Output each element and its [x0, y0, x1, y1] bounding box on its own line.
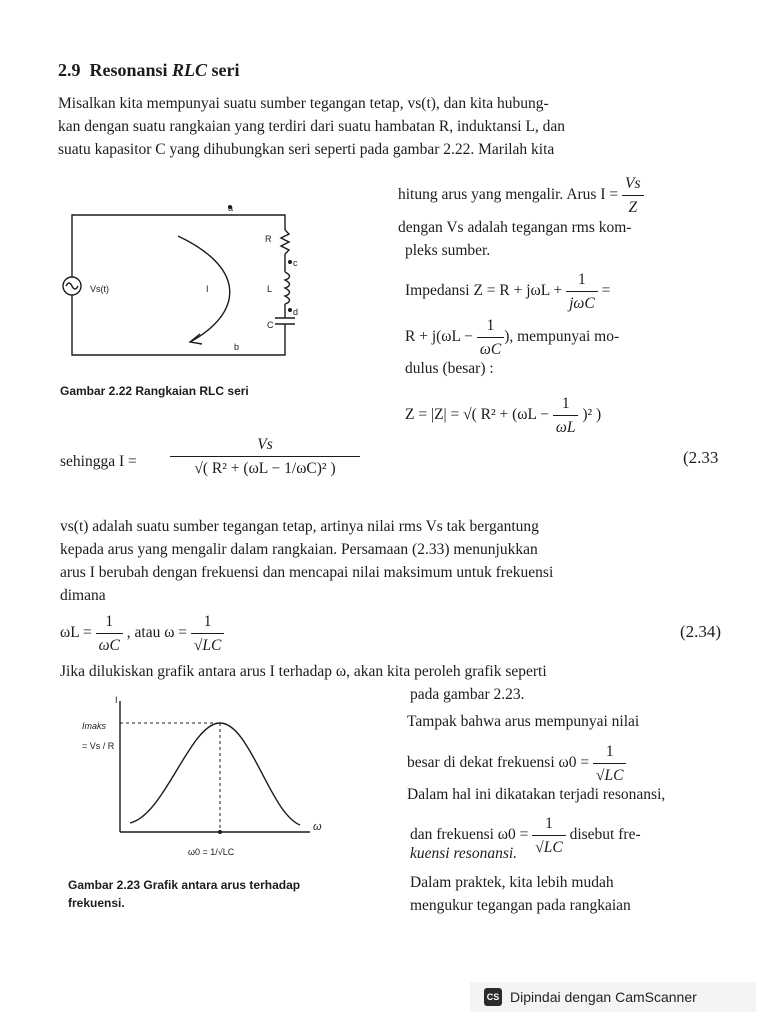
equation-2-33: sehingga I = — [60, 453, 137, 470]
para3-line-4: besar di dekat frekuensi ω0 = $\frac{1}{√LC}$ — [407, 740, 626, 787]
eq234-frac2: $\frac{1}{√LC}$ — [191, 610, 224, 657]
resonance-graph-figure — [70, 695, 330, 870]
dengan-line: dengan Vs adalah tegangan rms kom- — [398, 219, 632, 236]
figure-2-23-caption-1: Gambar 2.23 Grafik antara arus terhadap — [68, 878, 301, 892]
label-L: L — [267, 284, 273, 294]
figure-2-22-caption: Gambar 2.22 Rangkaian RLC seri — [60, 384, 249, 398]
label-R: R — [265, 234, 272, 244]
equation-2-34: ωL = $\frac{1}{\omega C}$ , atau ω = $\frac{1}{√LC}$ — [60, 610, 224, 657]
para3-line-3: Tampak bahwa arus mempunyai nilai — [407, 713, 640, 730]
arus-fraction: $\frac{Vs}{Z}$ — [622, 172, 644, 219]
equation-2-34-number: (2.34) — [680, 622, 722, 641]
eq234-frac1: $\frac{1}{\omega C}$ — [96, 610, 123, 657]
intro-line-3: suatu kapasitor C yang dihubungkan seri seperti pada gambar 2.22. Marilah kita — [58, 141, 555, 158]
source-label: Vs(t) — [90, 284, 109, 294]
para3-line-8: Dalam praktek, kita lebih mudah — [410, 874, 614, 891]
rlc-circuit-figure — [60, 200, 310, 380]
x-axis-label: ω — [313, 821, 322, 833]
para2-line-2: kepada arus yang mengalir dalam rangkaian. Persamaan (2.33) menunjukkan — [60, 541, 538, 558]
resistor-symbol — [281, 230, 289, 254]
impedansi-line: Impedansi Z = R + jωL + $\frac{1}{\text{jωC}}$ = — [405, 268, 610, 315]
figure-2-23-caption-2: frekuensi. — [68, 896, 125, 910]
i-max-label: Imaks — [82, 721, 107, 731]
para3-line-9: mengukur tegangan pada rangkaian — [410, 897, 631, 914]
intro-line-1: Misalkan kita mempunyai suatu sumber tegangan tetap, vs(t), dan kita hubung- — [58, 95, 549, 112]
y-axis-label: I — [115, 695, 118, 705]
label-C: C — [267, 320, 274, 330]
label-b: b — [234, 342, 240, 352]
para3-line-2: pada gambar 2.23. — [410, 686, 525, 703]
current-label: I — [206, 284, 209, 294]
para2-line-4: dimana — [60, 587, 106, 604]
impedansi2-fraction: $\frac{1}{\omega C}$ — [477, 314, 504, 361]
modulus-equation: Z = |Z| = √( R² + (ωL − $\frac{1}{\omega L}$ )² ) — [405, 392, 601, 439]
para2-line-1: vs(t) adalah suatu sumber tegangan tetap, artinya nilai rms Vs tak bergantung — [60, 518, 539, 535]
pleks-line: pleks sumber. — [405, 242, 491, 259]
impedansi-line-2: R + j(ωL − $\frac{1}{\omega C}$ ), mempunyai mo- — [405, 314, 619, 361]
equation-2-33-fraction: Vs √( R² + (ωL − 1/ωC)² ) — [170, 433, 360, 480]
resonance-curve — [130, 723, 300, 825]
para3-frac1: $\frac{1}{√LC}$ — [593, 740, 626, 787]
arus-line: hitung arus yang mengalir. Arus I = $\frac{Vs}{Z}$ — [398, 172, 644, 219]
section-title: 2.9 Resonansi RLC seri — [58, 60, 240, 80]
i-max-equation: = Vs / R — [82, 741, 115, 751]
camscanner-logo-icon: CS — [484, 988, 502, 1006]
label-c: c — [293, 258, 298, 268]
impedansi-fraction: $\frac{1}{\text{jωC}}$ — [566, 268, 598, 315]
circuit-bottom-wire — [72, 305, 285, 355]
equation-2-33-number: (2.33 — [683, 448, 719, 467]
para3-line-6: dan frekuensi ω0 = $\frac{1}{√LC}$ disebut fre- — [410, 812, 641, 859]
modulus-fraction: $\frac{1}{\omega L}$ — [553, 392, 579, 439]
para3-line-5: Dalam hal ini dikatakan terjadi resonansi, — [407, 786, 666, 803]
dulus-line: dulus (besar) : — [405, 360, 494, 377]
para2-line-3: arus I berubah dengan frekuensi dan mencapai nilai maksimum untuk frekuensi — [60, 564, 554, 581]
inductor-symbol — [285, 272, 290, 304]
label-d: d — [293, 307, 299, 317]
para3-line-1: Jika dilukiskan grafik antara arus I terhadap ω, akan kita peroleh grafik seperti — [60, 663, 547, 680]
camscanner-badge — [470, 982, 756, 1012]
camscanner-text: Dipindai dengan CamScanner — [510, 989, 697, 1005]
para3-frac2: $\frac{1}{√LC}$ — [532, 812, 565, 859]
para3-line-7: kuensi resonansi. — [410, 845, 518, 862]
intro-line-2: kan dengan suatu rangkaian yang terdiri dari suatu hambatan R, induktansi L, dan — [58, 118, 566, 135]
label-a: a — [228, 203, 234, 213]
current-arrow — [178, 236, 230, 342]
omega0-label: ω0 = 1/√LC — [188, 847, 235, 857]
